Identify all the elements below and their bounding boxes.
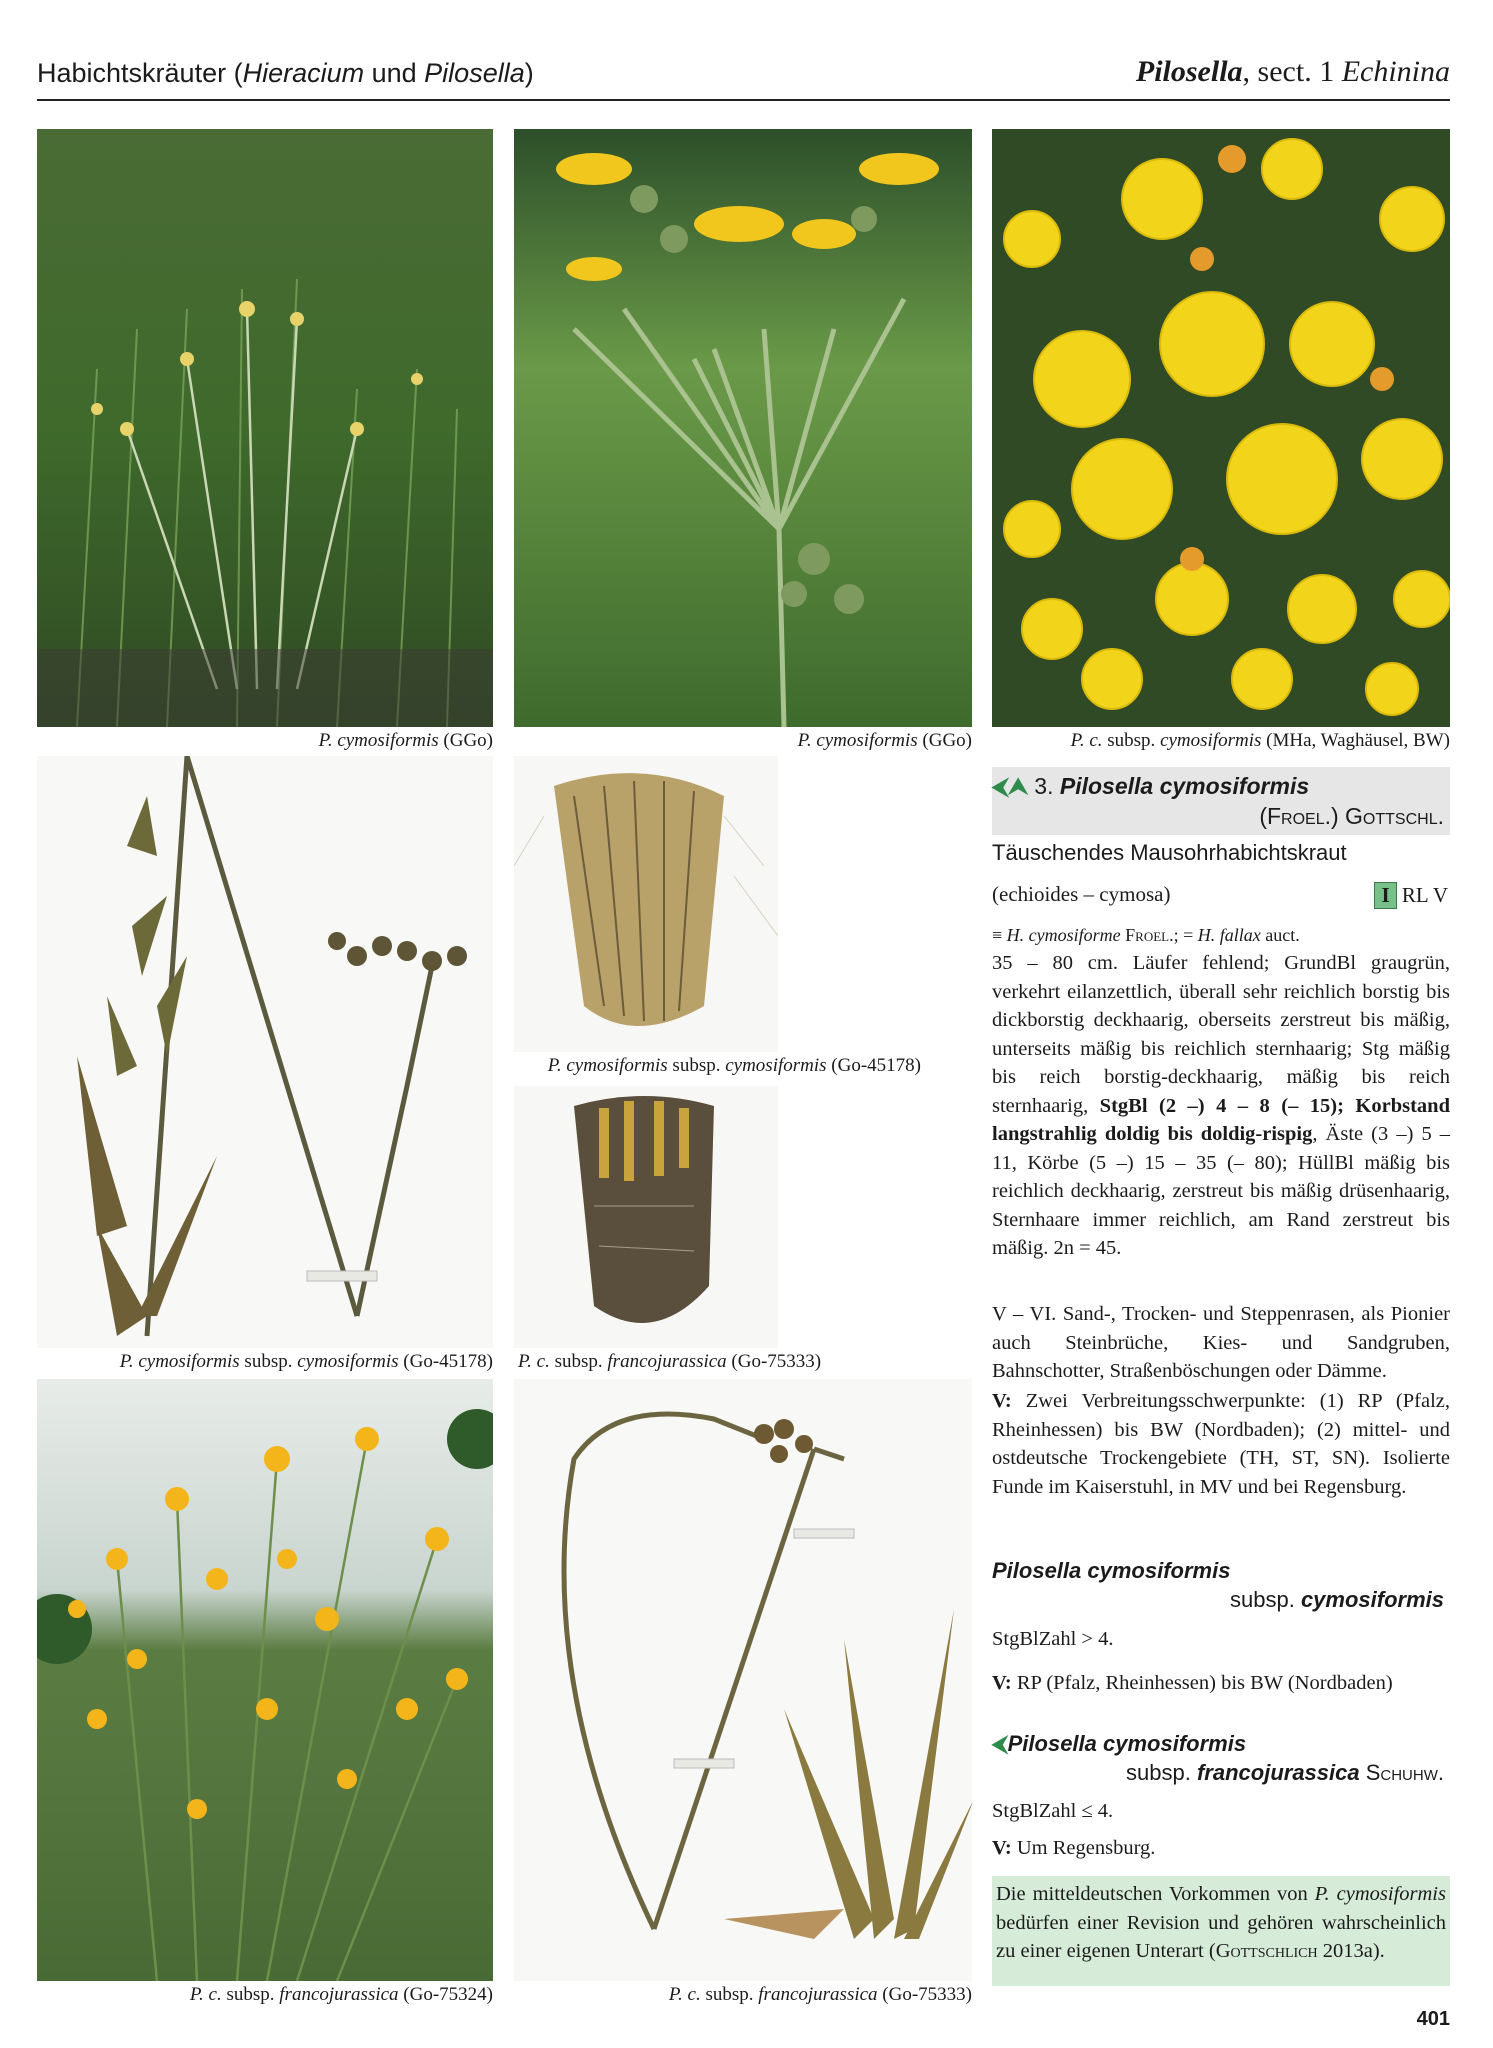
note-text: Die mitteldeutschen Vorkommen von P. cymosiformis bedürfen einer Revision und gehören wahrscheinlich zu einer eigenen Unterart (Gottschlich 2013a). (996, 1883, 1446, 1962)
photo-inflorescence (514, 129, 972, 727)
subsp2-heading: ⮜Pilosella cymosiformis (992, 1731, 1247, 1756)
photo-plant-stand (37, 1379, 493, 1981)
category-badge: I (1374, 882, 1396, 909)
chevron-left-icon: ⮜ (992, 1731, 1008, 1756)
subsp2-distribution: V: Um Regensburg. (992, 1837, 1156, 1859)
subsp2-count: StgBlZahl ≤ 4. (992, 1800, 1114, 1822)
page-number: 401 (1416, 2008, 1450, 2030)
parentage-line: (echioides – cymosa) I RL V (992, 882, 1448, 907)
photo-herbarium-francojurassica (514, 1379, 972, 1981)
photo-involucre-cymosiformis (514, 756, 778, 1052)
red-list-status: RL V (1396, 883, 1448, 907)
chevron-double-icon: ⮜⮝ (992, 773, 1028, 799)
synonyms: ≡ H. cymosiforme Froel.; = H. fallax auct. (992, 925, 1300, 945)
photo-flowerheads (992, 129, 1450, 727)
caption-photo-2: P. cymosiformis (GGo) (797, 730, 972, 751)
running-head-right: Pilosella, sect. 1 Echinina (1135, 55, 1450, 88)
distribution: V: Zwei Verbreitungsschwerpunkte: (1) RP (Pfalz, Rheinhessen) bis BW (Nordbaden); (2) mittel- und ostdeutsche Trockengebiete (TH, ST, SN). Isolierte Funde im Kaiserstuhl, in MV und bei Regensburg. (992, 1390, 1450, 1498)
common-name: Täuschendes Mausohrhabichtskraut (992, 840, 1347, 865)
subsp1-distribution: V: RP (Pfalz, Rheinhessen) bis BW (Nordbaden) (992, 1672, 1393, 1694)
species-title-box (992, 767, 1450, 835)
subsp2-subheading: subsp. francojurassica Schuhw. (1126, 1760, 1444, 1785)
species-author: (Froel.) Gottschl. (1259, 803, 1444, 829)
photo-habit-grassland (37, 129, 493, 727)
species-heading: ⮜⮝ 3. Pilosella cymosiformis (992, 773, 1310, 799)
running-head-left: Habichtskräuter (Hieracium und Pilosella) (37, 58, 534, 88)
caption-photo-4: P. cymosiformis subsp. cymosiformis (Go-45178) (119, 1351, 493, 1372)
caption-photo-6: P. c. subsp. francojurassica (Go-75333) (518, 1351, 822, 1372)
caption-photo-5: P. cymosiformis subsp. cymosiformis (Go-45178) (547, 1055, 921, 1076)
subsp1-subheading: subsp. cymosiformis (1230, 1587, 1444, 1612)
caption-photo-8: P. c. subsp. francojurassica (Go-75333) (668, 1984, 972, 2005)
description: 35 – 80 cm. Läufer fehlend; GrundBl graugrün, verkehrt eilanzettlich, überall sehr reichlich borstig bis dickborstig deckhaarig, oberseits zerstreut bis mäßig, unterseits mäßig bis reichlich sternhaarig; Stg mäßig bis reich borstig-deckhaarig, mäßig bis reich sternhaarig, StgBl (2 –) 4 – 8 (– 15); Korbstand langstrahlig doldig bis doldig-rispig, Äste (3 –) 5 – 11, Körbe (5 –) 15 – 35 (– 80); HüllBl mäßig bis reichlich deckhaarig, zerstreut bis mäßig drüsenhaarig, Sternhaare immer reichlich, am Rand zerstreut bis mäßig. 2n = 45. (992, 952, 1451, 1259)
caption-photo-7: P. c. subsp. francojurassica (Go-75324) (189, 1984, 493, 2005)
subsp1-count: StgBlZahl > 4. (992, 1628, 1114, 1650)
subsp1-heading: Pilosella cymosiformis (992, 1558, 1231, 1583)
habitat: V – VI. Sand-, Trocken- und Steppenrasen, als Pionier auch Steinbrüche, Kies- und Sandgruben, Bahnschotter, Straßenböschungen oder Dämme. (992, 1303, 1450, 1382)
photo-herbarium-cymosiformis (37, 756, 493, 1348)
photo-involucre-francojurassica (514, 1086, 778, 1348)
caption-photo-3: P. c. subsp. cymosiformis (MHa, Waghäusel, BW) (1070, 730, 1450, 751)
caption-photo-1: P. cymosiformis (GGo) (318, 730, 493, 751)
header-rule (37, 99, 1450, 101)
